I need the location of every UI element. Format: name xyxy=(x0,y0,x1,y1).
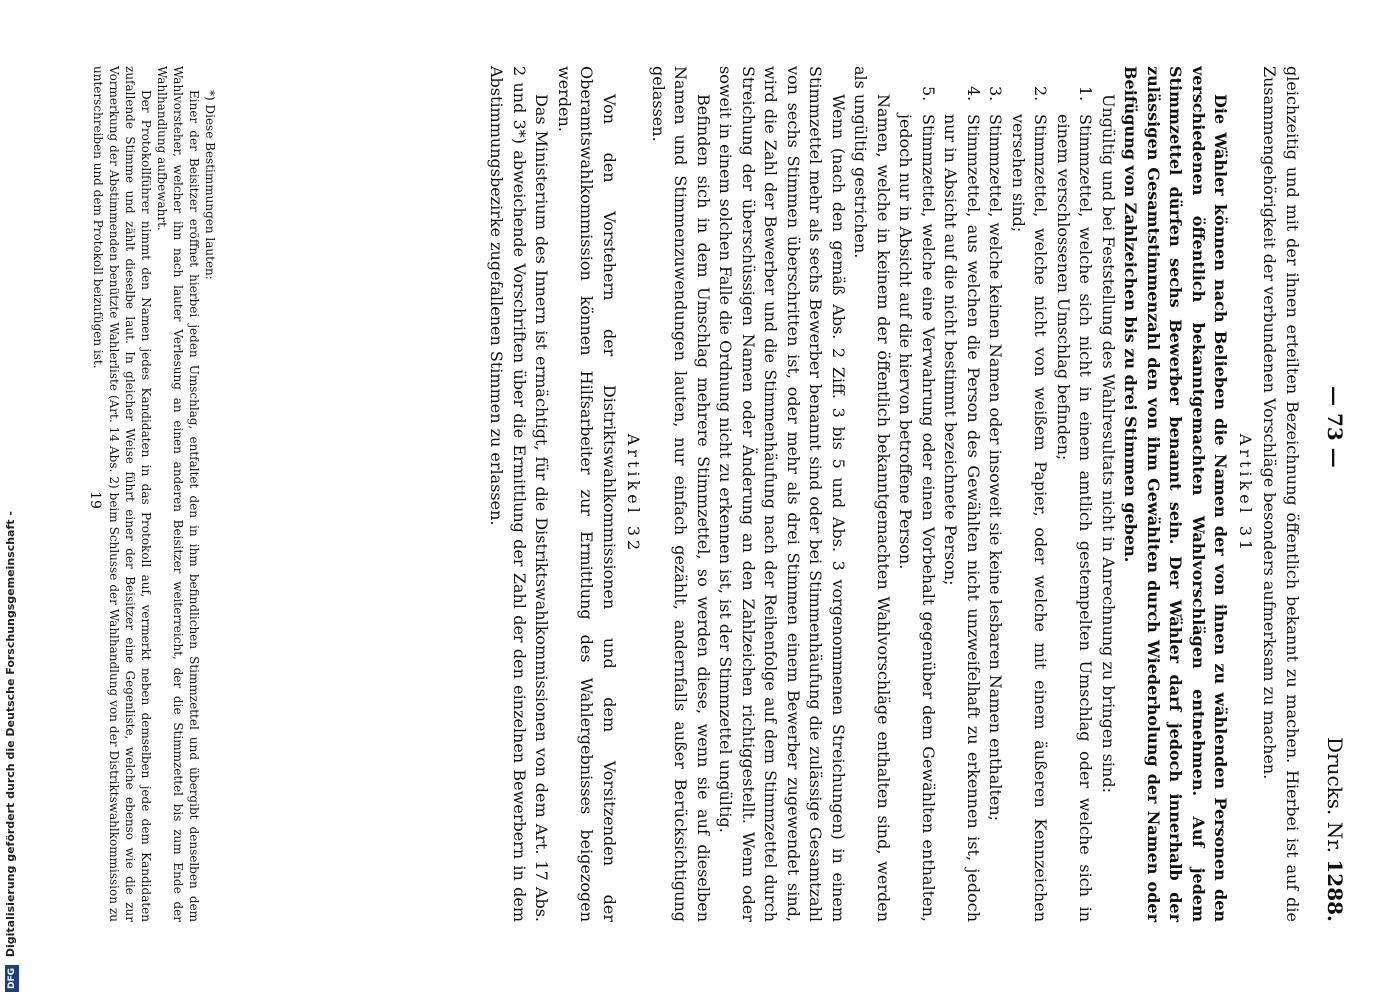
article-32-paragraph-1: Von den Vorstehern der Distriktswahlkommissionen und dem Vorsitzenden der Oberamtswahlkommission können Hilfsarbeiter zur Ermittlung des Wahlergebnisses beigezogen werden. xyxy=(555,66,619,922)
dfg-logo: DFG xyxy=(5,965,19,992)
druck-number: 1288. xyxy=(1323,859,1347,922)
list-item: 5. Stimmzettel, welche eine Verwahrung oder einen Vorbehalt gegenüber dem Gewählten enthalten, jedoch nur in Absicht auf die hiervon betroffene Person. xyxy=(896,86,938,922)
footnote-paragraph-2: Der Protokollführer nimmt den Namen jedes Kandidaten in das Protokoll auf, vermerkt neben demselben jede dem Kandidaten zufallende Stimme und zählt dieselbe laut. In gleicher Weise führt einer der Beisitzer eine Gegenliste, welche ebenso wie die zur Vormerkung der Abstimmenden benützte Wahlerliste (Art. 14 Abs. 2) beim Schlusse der Wahlhandlung von der Distriktswahlkommission zu unterschreiben und dem Protokoll beizufügen ist. xyxy=(91,66,153,922)
article-32-paragraph-2: Das Ministerium des Innern ist ermächtigt, für die Distriktswahlkommissionen von dem Art. 17 Abs. 2 und 3*) abweichende Vorschriften über die Ermittlung der Zahl der den einzelnen Bewerbern in dem Abstimmungsbezirke zugefallenen Stimmen zu erlassen. xyxy=(487,66,552,922)
footnote xyxy=(90,66,218,922)
page-number: — 73 — xyxy=(1323,386,1347,468)
article-32-title: Artikel 32 xyxy=(624,433,644,555)
article-31-paragraph-2: Ungültig und bei Feststellung des Wahlresultats nicht in Anrechnung zu bringen sind: xyxy=(1099,94,1118,793)
main-text xyxy=(220,66,1303,922)
article-31-paragraph-4: Wenn (nach den gemäß Abs. 2 Ziff. 3 bis 5 und Abs. 3 vorgenommenen Streichungen) in einem Stimmzettel mehr als sechs Bewerber benannt sind oder bei Stimmenhäufung die zulässige Gesamtzahl von sechs Stimmen überschritten ist, oder mehr als drei Stimmen einem Bewerber zugewendet sind, wird die Zahl der Bewerber und die Stimmenhäufung nach der Reihenfolge auf dem Stimmzettel durch Streichung der überschüssigen Namen oder Änderung an den Zahlzeichen richtiggestellt. Wenn oder soweit in einem solchen Falle die Ordnung nicht zu erkennen ist, ist der Stimmzettel ungültig. xyxy=(716,66,848,922)
druck-label: Drucks. Nr. xyxy=(1323,737,1347,853)
list-item: 2. Stimmzettel, welche nicht von weißem Papier, oder welche mit einem äußeren Kennzeichen versehen sind; xyxy=(1009,86,1051,922)
article-31-paragraph-1: Die Wähler können nach Belieben die Namen der von ihnen zu wählenden Personen den verschiedenen öffentlich bekanntgemachten Wahlvorschlägen entnehmen. Auf jedem Stimmzettel dürfen sechs Bewerber benannt sein. Der Wähler darf jedoch innerhalb der zulässigen Gesamtstimmenzahl den von ihm Gewählten durch Wiederholung der Namen oder Beifügung von Zahlzeichen bis zu drei Stimmen geben. xyxy=(1121,66,1231,922)
signature-mark: 19 xyxy=(87,491,103,509)
digitization-side-note xyxy=(0,0,22,1000)
footnote-paragraph-1: Einer der Beisitzer eröffnet hierbei jeden Umschlag, entfaltet den in ihm befindlichen Stimmzettel und übergibt denselben dem Wahlvorsteher, welcher ihn nach lauter Verlesung an einen anderen Beisitzer weiterreicht, der die Stimmzettel bis zum Ende der Wahlhandlung aufbewahrt. xyxy=(155,66,201,922)
invalid-ballot-list xyxy=(894,66,1097,922)
side-note-text: Digitalisierung gefördert durch die Deutsche Forschungsgemeinschaft - xyxy=(4,511,17,958)
page-header xyxy=(1313,66,1353,922)
list-item: 4. Stimmzettel, aus welchen die Person des Gewählten nicht unzweifelhaft zu erkennen ist, jedoch nur in Absicht auf die nicht bestimmt bezeichnete Person; xyxy=(941,86,983,922)
article-31-title: Artikel 31 xyxy=(1236,433,1255,555)
list-item: 3. Stimmzettel, welche keinen Namen oder insoweit sie keine lesbaren Namen enthalten; xyxy=(986,86,1006,822)
article-31-paragraph-5: Befinden sich in dem Umschlag mehrere Stimmzettel, so werden diese, wenn sie auf dieselben Namen und Stimmenzuwendungen lauten, nur einfach gezählt, andernfalls außer Berücksichtigung gelassen. xyxy=(649,66,713,922)
document-number xyxy=(1323,737,1347,922)
intro-paragraph: gleichzeitig und mit der ihnen erteilten Bezeichnung öffentlich bekannt zu machen. Hierbei ist auf die Zusammengehörigkeit der verbundenen Vorschläge besonders aufmerksam zu machen. xyxy=(1260,66,1302,922)
footnote-lead: *) Diese Bestimmungen lauten: xyxy=(203,90,217,280)
list-item: 1. Stimmzettel, welche sich nicht in einem amtlich gestempelten Umschlag oder welche sich in einem verschlossenen Umschlag befinden; xyxy=(1054,86,1096,922)
article-31-paragraph-3: Namen, welche in keinem der öffentlich bekanntgemachten Wahlvorschläge enthalten sind, werden als ungültig gestrichen. xyxy=(851,66,893,922)
